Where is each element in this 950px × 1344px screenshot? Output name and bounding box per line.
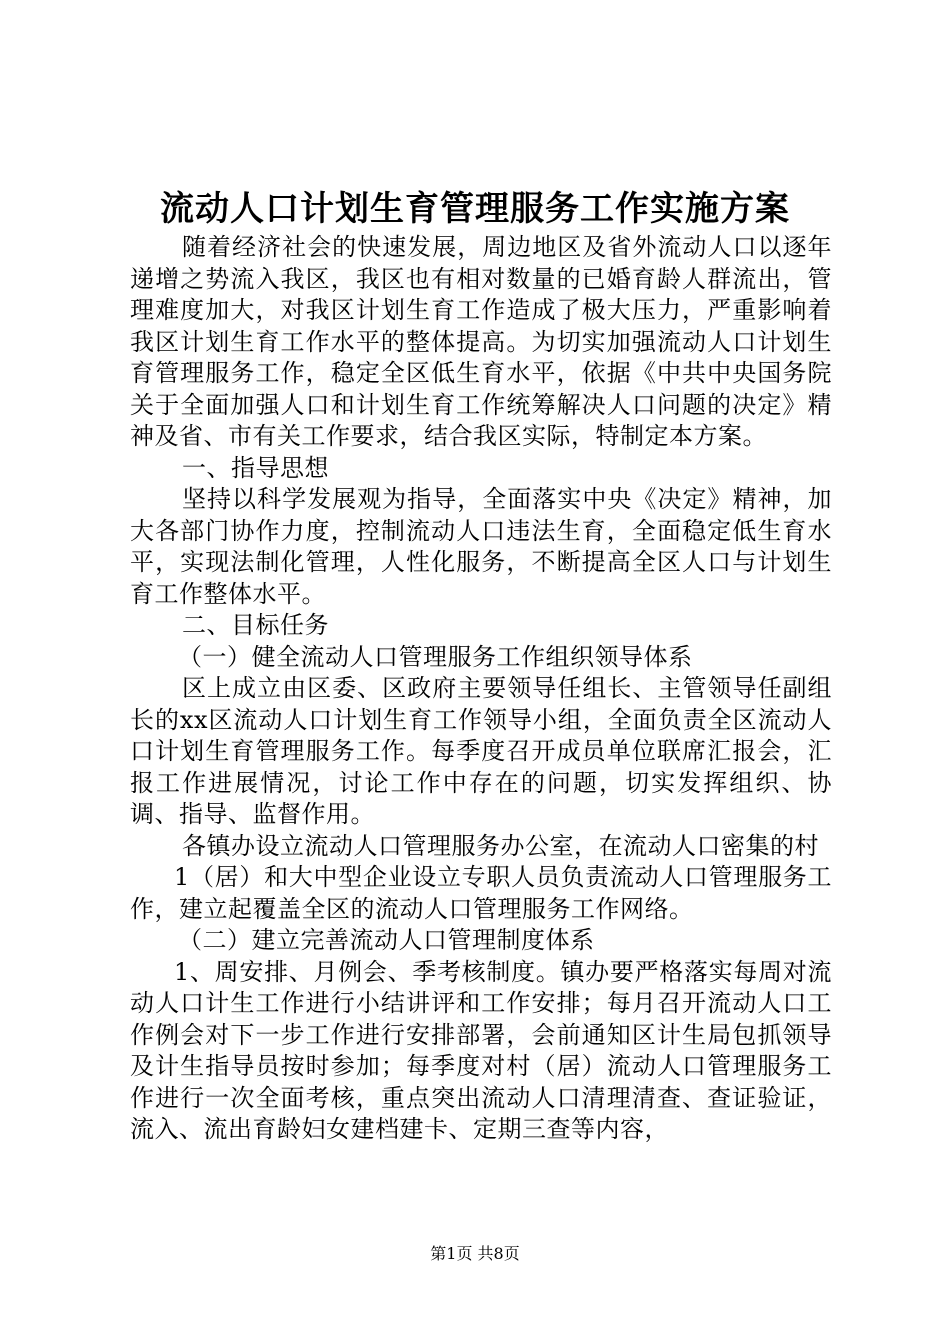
paragraph-guiding-ideology: 坚持以科学发展观为指导，全面落实中央《决定》精神，加大各部门协作力度，控制流动人口违法生育，全面稳定低生育水平，实现法制化管理，人性化服务，不断提高全区人口与计划生育工作整体水平。 [130, 485, 832, 608]
heading-goals-tasks: 二、目标任务 [182, 611, 329, 639]
paragraph-town-offices: 各镇办设立流动人口管理服务办公室，在流动人口密集的村 [182, 831, 819, 860]
subheading-management-system: （二）建立完善流动人口管理制度体系 [178, 926, 595, 954]
document-title: 流动人口计划生育管理服务工作实施方案 [160, 189, 790, 229]
paragraph-leadership-group: 区上成立由区委、区政府主要领导任组长、主管领导任副组长的xx区流动人口计划生育工作领导小组，全面负责全区流动人口计划生育管理服务工作。每季度召开成员单位联席汇报会，汇报工作进展情况，讨论工作中存在的问题，切实发挥组织、协调、指导、监督作用。 [130, 674, 832, 828]
page-footer: 第1页 共8页 [430, 1244, 520, 1263]
heading-guiding-ideology: 一、指导思想 [182, 453, 329, 482]
paragraph-intro: 随着经济社会的快速发展，周边地区及省外流动人口以逐年递增之势流入我区，我区也有相对数量的已婚育龄人群流出，管理难度加大，对我区计划生育工作造成了极大压力，严重影响着我区计划生育工作水平的整体提高。为切实加强流动人口计划生育管理服务工作，稳定全区低生育水平，依据《中共中央国务院关于全面加强人口和计划生育工作统筹解决人口问题的决定》精神及省、市有关工作要求，结合我区实际，特制定本方案。 [130, 233, 832, 450]
paragraph-network: 1（居）和大中型企业设立专职人员负责流动人口管理服务工作，建立起覆盖全区的流动人口管理服务工作网络。 [130, 863, 832, 923]
subheading-leadership-system: （一）健全流动人口管理服务工作组织领导体系 [178, 642, 693, 671]
paragraph-weekly-monthly-quarterly: 1、周安排、月例会、季考核制度。镇办要严格落实每周对流动人口计生工作进行小结讲评和工作安排；每月召开流动人口工作例会对下一步工作进行安排部署，会前通知区计生局包抓领导及计生指导员按时参加；每季度对村（居）流动人口管理服务工作进行一次全面考核，重点突出流动人口清理清查、查证验证，流入、流出育龄妇女建档建卡、定期三查等内容， [130, 957, 832, 1143]
document-body [130, 232, 832, 1146]
